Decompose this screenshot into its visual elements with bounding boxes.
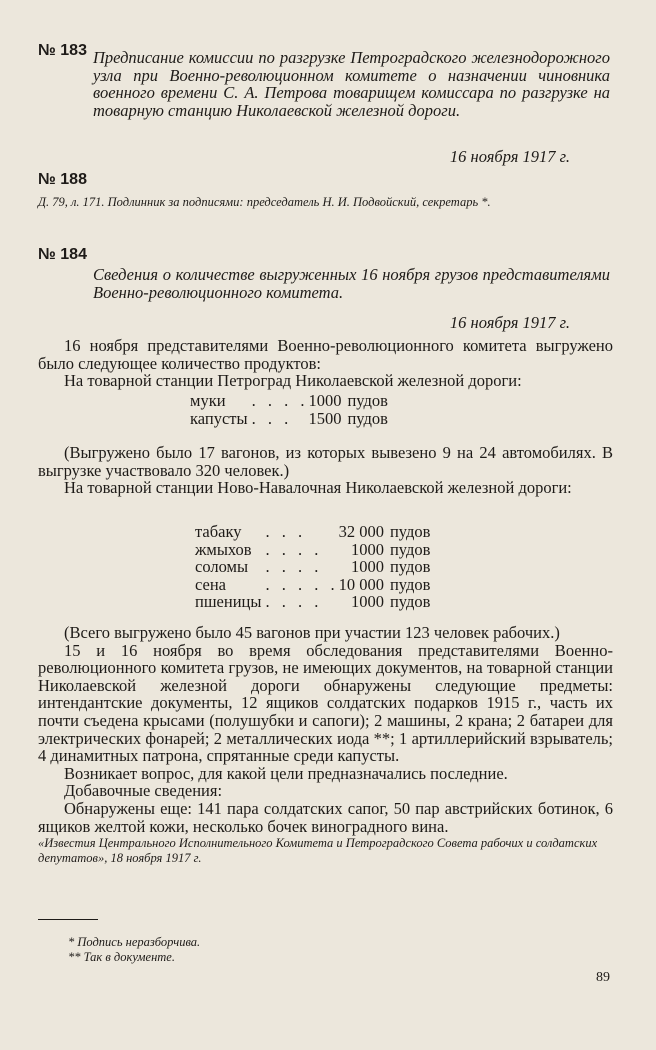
doc-188-number: № 188 — [38, 171, 87, 188]
footnote: ** Так в документе. — [68, 950, 175, 964]
dot-leader: . . . — [251, 408, 293, 428]
paragraph: 16 ноября представителями Военно-революционного комитета выгружено было следующее количество продуктов: — [38, 336, 613, 373]
doc-184-body-middle — [38, 444, 613, 497]
paragraph: На товарной станции Ново-Навалочная Николаевской железной дороги: — [64, 478, 572, 498]
cargo-unit: пудов — [347, 408, 388, 428]
table-row — [195, 523, 430, 541]
doc-184-date: 16 ноября 1917 г. — [449, 313, 570, 332]
footnote: * Подпись неразборчива. — [68, 935, 201, 949]
dot-leader: . . . . — [265, 592, 323, 612]
doc-184-number: № 184 — [38, 246, 87, 263]
cargo-unit: пудов — [389, 557, 431, 577]
dot-leader: . . . . . — [265, 574, 339, 594]
cargo-unit: пудов — [389, 574, 431, 594]
cargo-item: капусты — [190, 408, 248, 428]
cargo-item: пшеницы — [195, 592, 262, 612]
dot-leader: . . . . — [251, 391, 309, 410]
cargo-unit: пудов — [389, 592, 431, 612]
page-number: 89 — [596, 970, 610, 985]
cargo-item: табаку — [195, 522, 242, 541]
cargo-quantity: 1500 — [308, 408, 342, 428]
cargo-item: жмыхов — [195, 539, 252, 559]
paragraph: Добавочные сведения: — [64, 781, 223, 801]
doc-184-citation: «Известия Центрального Исполнительного Комитета и Петроградского Совета рабочих и солдатских депутатов», 18 ноября 1917 г. — [38, 836, 598, 865]
doc-184-body-top — [38, 337, 613, 390]
cargo-quantity: 10 000 — [338, 574, 384, 594]
table-row — [195, 558, 430, 576]
doc-184-body-bottom — [38, 624, 613, 835]
cargo-unit: пудов — [389, 539, 431, 559]
table-row — [190, 410, 388, 428]
table-row — [195, 541, 430, 559]
cargo-quantity: 32 000 — [338, 522, 384, 541]
paragraph: (Выгружено было 17 вагонов, из которых вывезено 9 на 24 автомобилях. В выгрузке участвовало 320 человек.) — [38, 443, 613, 480]
doc-183-date: 16 ноября 1917 г. — [449, 147, 570, 166]
table-row — [190, 392, 388, 410]
dot-leader: . . . . — [265, 557, 323, 577]
cargo-quantity: 1000 — [350, 557, 384, 577]
doc-184-title: Сведения о количестве выгруженных 16 ноября грузов представителями Военно-революционного комитета. — [93, 265, 610, 302]
cargo-quantity: 1000 — [308, 391, 342, 410]
dot-leader: . . . . — [265, 539, 323, 559]
table-row — [195, 576, 430, 594]
cargo-table-petrograd — [190, 392, 388, 427]
doc-183-number: № 183 — [38, 42, 87, 59]
cargo-unit: пудов — [347, 391, 388, 410]
paragraph: 15 и 16 ноября во время обследования представителями Военно-революционного комитета грузов, не имеющих документов, на товарной станции Николаевской железной дороги обнаружены следующие предметы: интендантские документы, 12 ящиков солдатских подарков 1915 г., часть их почти съедена крысами (полушубки и сапоги); 2 машины, 2 крана; 2 батареи для электрических фонарей; 2 металлических иода **; 1 артиллерийский взрыватель; 4 динамитных патрона, спрятанные среди капусты. — [38, 640, 613, 766]
cargo-item: сена — [195, 574, 227, 594]
cargo-item: муки — [190, 391, 226, 410]
table-row — [195, 593, 430, 611]
footnote-divider — [38, 919, 98, 920]
doc-183-title: Предписание комиссии по разгрузке Петроградского железнодорожного узла при Военно-революционном комитете о назначении чиновника военного времени С. А. Петрова товарищем комиссара по разгрузке на товарную станцию Николаевской железной дороги. — [93, 48, 610, 120]
paragraph: (Всего выгружено было 45 вагонов при участии 123 человек рабочих.) — [64, 623, 560, 642]
cargo-quantity: 1000 — [350, 539, 384, 559]
cargo-quantity: 1000 — [350, 592, 384, 612]
doc-188-citation: Д. 79, л. 171. Подлинник за подписями: председатель Н. И. Подвойский, секретарь *. — [38, 195, 491, 209]
cargo-item: соломы — [195, 557, 249, 577]
cargo-table-novo-navalochnaya — [195, 523, 430, 611]
paragraph: На товарной станции Петроград Николаевской железной дороги: — [64, 371, 522, 391]
paragraph: Возникает вопрос, для какой цели предназначались последние. — [64, 763, 508, 783]
dot-leader: . . . — [265, 522, 307, 541]
paragraph: Обнаружены еще: 141 пара солдатских сапог, 50 пар австрийских ботинок, 6 ящиков желтой кожи, несколько бочек виноградного вина. — [38, 798, 613, 836]
cargo-unit: пудов — [389, 522, 431, 541]
